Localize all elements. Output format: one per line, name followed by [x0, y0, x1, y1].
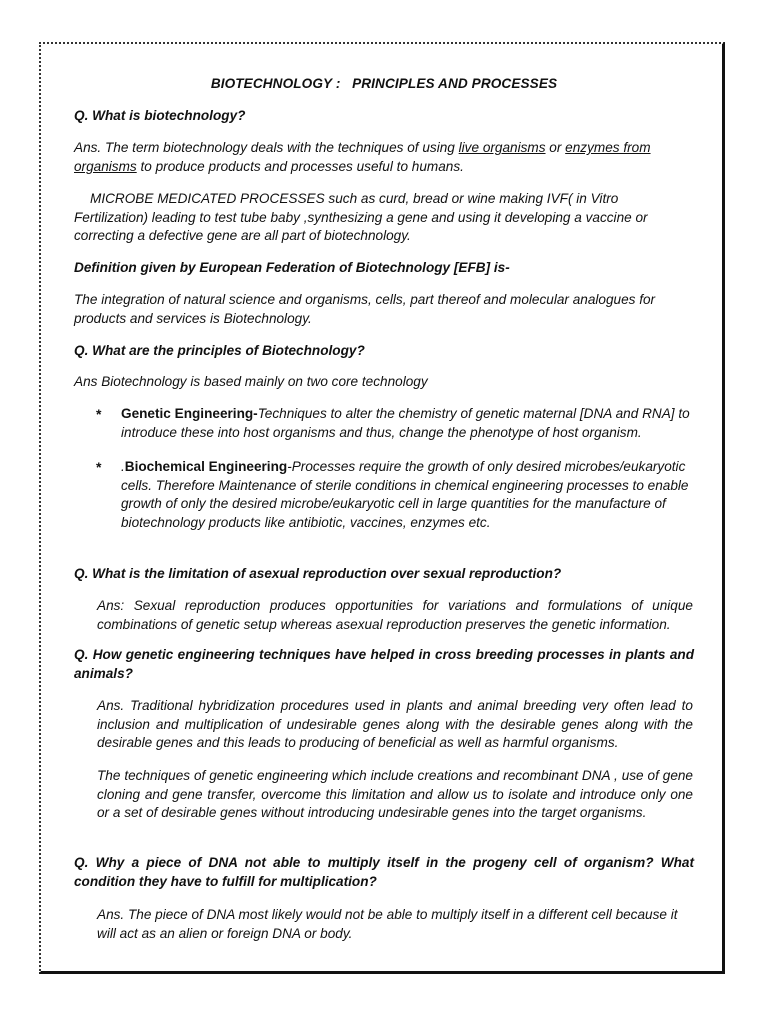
bullet-1-text: Techniques to alter the chemistry of genetic maternal [DNA and RNA] to introduce these into host organisms and thus, change the phenotype of host organism.	[121, 406, 690, 440]
answer-4-paragraph-1: Ans. Traditional hybridization procedures used in plants and animal breeding very often lead to inclusion and multiplication of undesirable genes along with the desirable genes along with the desirable genes and this leads to producing of beneficial as well as harmful organisms.	[97, 698, 693, 750]
term-enzymes-from-organisms: enzymes from organisms	[74, 140, 651, 174]
bullet-2-term: Biochemical Engineering	[124, 459, 288, 474]
answer-1-tail: to produce products and processes useful to humans.	[136, 158, 464, 174]
question-2: Q. What are the principles of Biotechnology?	[74, 343, 365, 358]
bullet-1-mark: *	[96, 406, 102, 422]
bullet-2-text: -Processes require the growth of only desired microbes/eukaryotic cells. Therefore Maintenance of sterile conditions in chemical engineering processes to enable growth of only the desired microbe/eukaryotic cell in large quantities for the manufacture of biotechnology products like antibiotic, vaccines, enzymes etc.	[121, 459, 689, 530]
answer-2: Ans Biotechnology is based mainly on two core technology	[74, 374, 428, 389]
efb-heading: Definition given by European Federation of Biotechnology [EFB] is-	[74, 260, 510, 275]
bullet-2-prefix: .	[121, 459, 125, 474]
bullet-1-term: Genetic Engineering-	[121, 406, 258, 421]
answer-5: Ans. The piece of DNA most likely would not be able to multiply itself in a different cell because it will act as an alien or foreign DNA or body.	[97, 907, 678, 941]
question-5: Q. Why a piece of DNA not able to multiply itself in the progeny cell of organism? What condition they have to fulfill for multiplication?	[74, 855, 694, 889]
answer-1-lead: Ans. The term biotechnology deals with the techniques of using	[74, 140, 459, 155]
bullet-genetic-engineering	[121, 405, 691, 442]
question-1: Q. What is biotechnology?	[74, 108, 246, 123]
answer-1	[74, 139, 694, 176]
bullet-biochemical-engineering	[121, 458, 691, 532]
question-3: Q. What is the limitation of asexual reproduction over sexual reproduction?	[74, 566, 562, 581]
efb-definition: The integration of natural science and organisms, cells, part thereof and molecular analogues for products and services is Biotechnology.	[74, 292, 656, 326]
bullet-2-mark: *	[96, 459, 102, 475]
page-title: BIOTECHNOLOGY : PRINCIPLES AND PROCESSES	[210, 76, 558, 91]
term-live-organisms: live organisms	[458, 140, 546, 155]
question-4: Q. How genetic engineering techniques have helped in cross breeding processes in plants and animals?	[74, 647, 694, 681]
answer-1-mid: or	[545, 140, 566, 155]
answer-4-paragraph-2: The techniques of genetic engineering which include creations and recombinant DNA , use of gene cloning and gene transfer, overcome this limitation and allow us to isolate and introduce only one or a set of desirable genes without introducing undesirable genes into the target organisms.	[97, 768, 693, 820]
answer-1-paragraph-2: MICROBE MEDICATED PROCESSES such as curd, bread or wine making IVF( in Vitro Fertilization) leading to test tube baby ,synthesizing a gene and using it developing a vaccine or correcting a defective gene are all part of biotechnology.	[74, 191, 648, 243]
answer-3: Ans: Sexual reproduction produces opportunities for variations and formulations of unique combinations of genetic setup whereas asexual reproduction preserves the genetic information.	[97, 598, 693, 632]
